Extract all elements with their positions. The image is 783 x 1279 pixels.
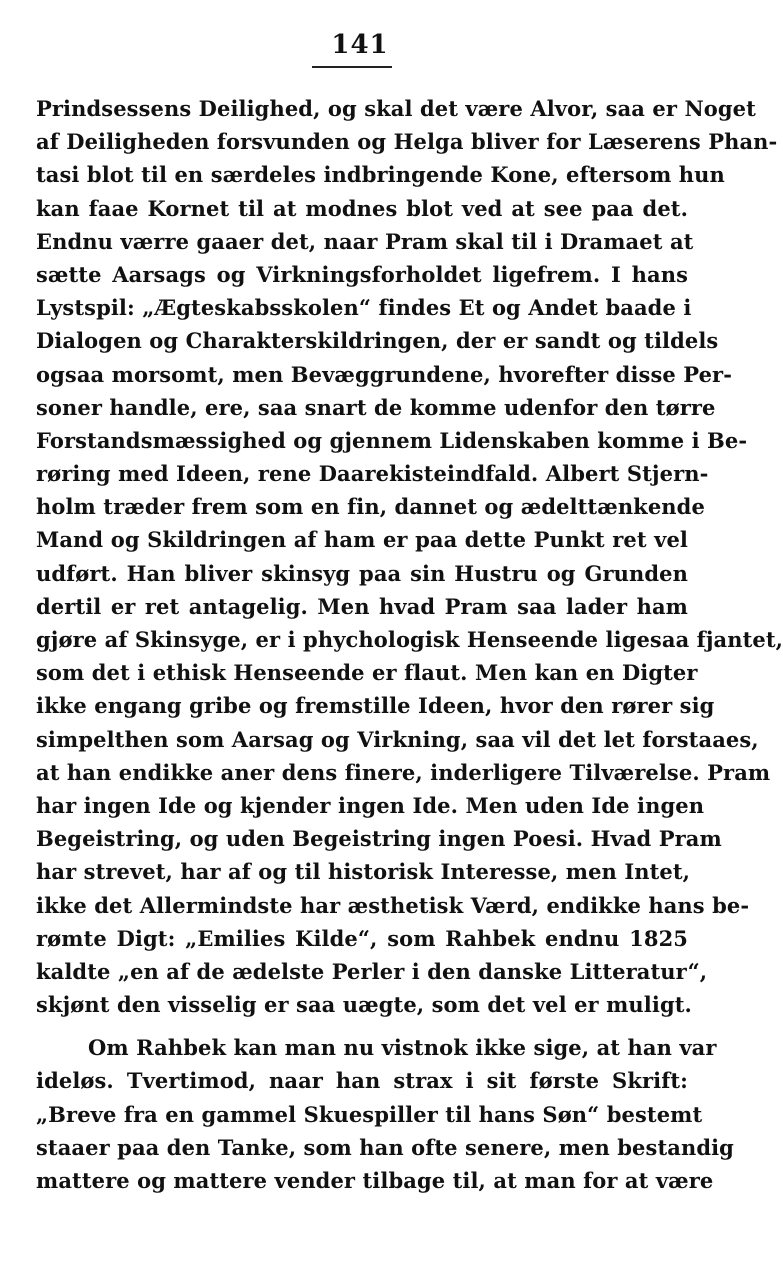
text-line: tasi blot til en særdeles indbringende Kone, eftersom hun — [36, 162, 725, 188]
text-line: udført. Han bliver skinsyg paa sin Hustru og Grunden — [36, 560, 688, 586]
text-line: staaer paa den Tanke, som han ofte senere, men bestandig — [36, 1134, 734, 1160]
text-line: Om Rahbek kan man nu vistnok ikke sige, at han var — [88, 1035, 717, 1061]
body-text — [36, 92, 783, 1197]
text-line: at han endikke aner dens finere, inderligere Tilværelse. Pram — [36, 759, 771, 785]
text-line: Mand og Skildringen af ham er paa dette Punkt ret vel — [36, 527, 688, 553]
text-line: mattere og mattere vender tilbage til, at man for at være — [36, 1168, 714, 1193]
text-line: røring med Ideen, rene Daarekisteindfald. Albert Stjern- — [36, 461, 709, 487]
text-line: ikke det Allermindste har æsthetisk Værd, endikke hans be- — [36, 892, 750, 918]
text-line: rømte Digt: „Emilies Kilde“, som Rahbek endnu 1825 — [36, 925, 688, 951]
text-line: Forstandsmæssighed og gjennem Lidenskaben komme i Be- — [36, 427, 748, 453]
text-line: som det i ethisk Henseende er flaut. Men kan en Digter — [36, 660, 698, 686]
text-line: Begeistring, og uden Begeistring ingen Poesi. Hvad Pram — [36, 826, 722, 852]
text-line: ikke engang gribe og fremstille Ideen, hvor den rører sig — [36, 693, 715, 719]
paragraph-2 — [36, 1031, 734, 1197]
page-number-rule — [312, 66, 392, 68]
text-line: Prindsessens Deilighed, og skal det være Alvor, saa er Noget — [36, 96, 756, 121]
text-line: kaldte „en af de ædelste Perler i den danske Litteratur“, — [36, 958, 708, 984]
text-line: ideløs. Tvertimod, naar han strax i sit første Skrift: — [36, 1068, 688, 1094]
text-line: har strevet, har af og til historisk Interesse, men Intet, — [36, 859, 691, 885]
text-line: holm træder frem som en fin, dannet og ædelttænkende — [36, 494, 705, 520]
text-line: sætte Aarsags og Virkningsforholdet ligefrem. I hans — [36, 261, 688, 287]
text-line: dertil er ret antagelig. Men hvad Pram saa lader ham — [36, 593, 688, 619]
text-line: har ingen Ide og kjender ingen Ide. Men uden Ide ingen — [36, 792, 705, 818]
text-line: Lystspil: „Ægteskabsskolen“ findes Et og Andet baade i — [36, 295, 692, 321]
text-line: soner handle, ere, saa snart de komme udenfor den tørre — [36, 394, 716, 420]
text-line: „Breve fra en gammel Skuespiller til hans Søn“ bestemt — [36, 1101, 703, 1127]
text-line: skjønt den visselig er saa uægte, som det vel er muligt. — [36, 992, 692, 1018]
text-line: ogsaa morsomt, men Bevæggrundene, hvorefter disse Per- — [36, 361, 733, 387]
text-line: kan faae Kornet til at modnes blot ved at see paa det. — [36, 195, 688, 221]
text-line: af Deiligheden forsvunden og Helga bliver for Læserens Phan- — [36, 129, 778, 155]
paragraph-1 — [36, 92, 783, 1021]
text-line: simpelthen som Aarsag og Virkning, saa vil det let forstaaes, — [36, 726, 759, 752]
text-line: Endnu værre gaaer det, naar Pram skal til i Dramaet at — [36, 228, 694, 254]
text-line: gjøre af Skinsyge, er i phychologisk Henseende ligesaa fjantet, — [36, 627, 783, 652]
paragraph-gap — [36, 1021, 688, 1031]
text-line: Dialogen og Charakterskildringen, der er sandt og tildels — [36, 328, 719, 354]
page-number: 141 — [331, 30, 389, 60]
